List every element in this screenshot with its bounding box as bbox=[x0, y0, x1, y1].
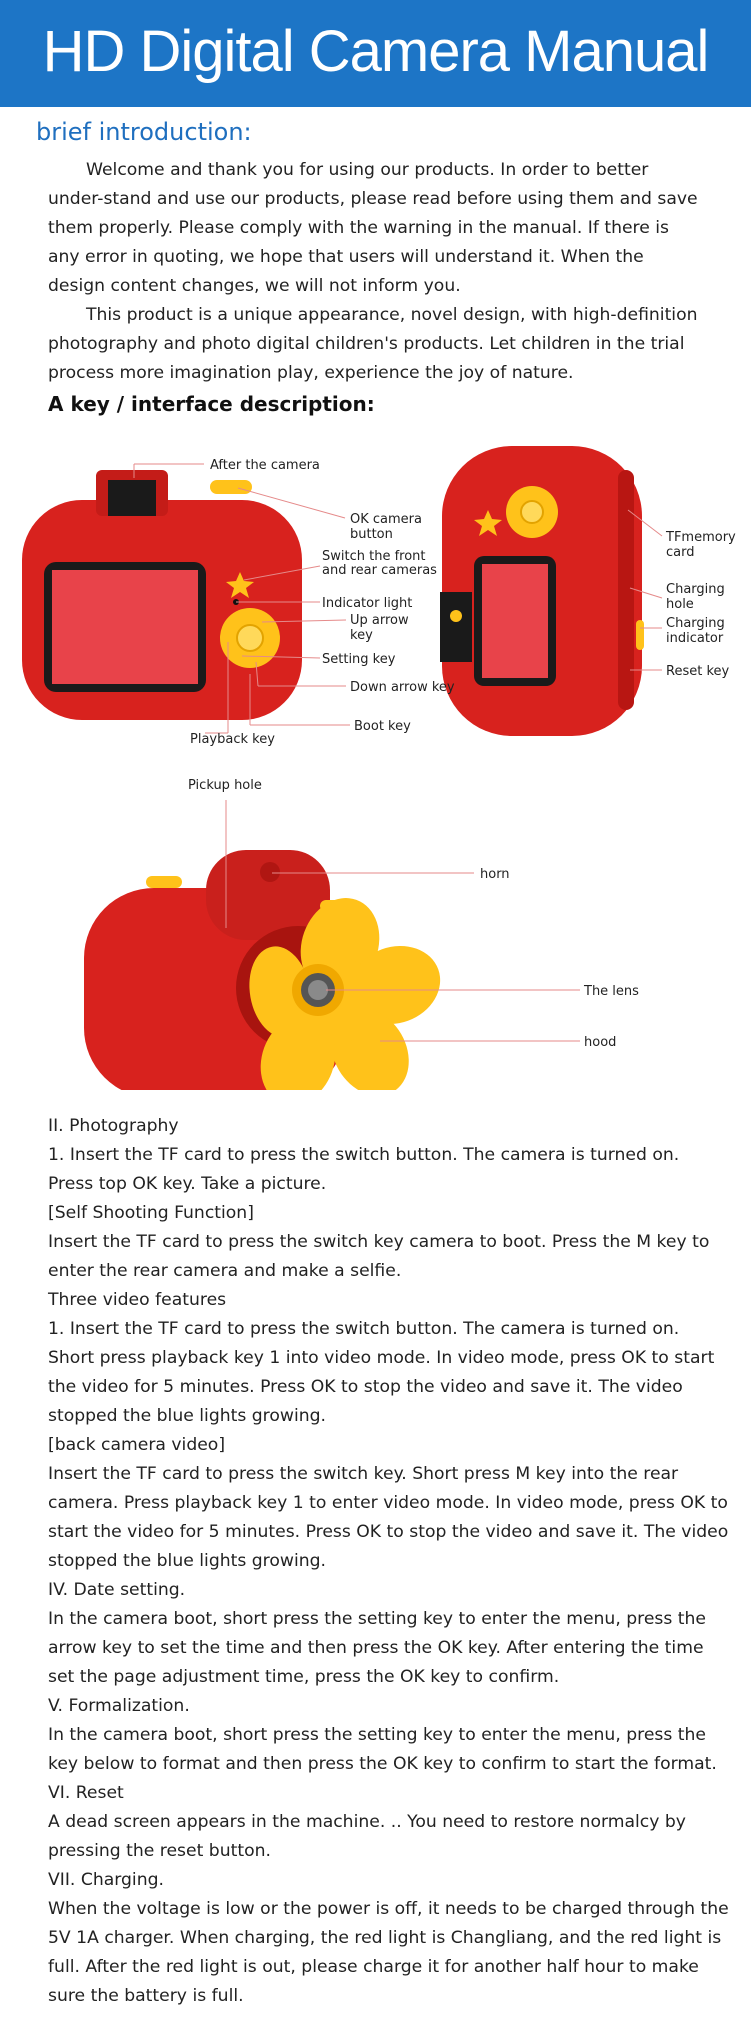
key-section-heading: A key / interface description: bbox=[48, 392, 375, 416]
intro-heading: brief introduction: bbox=[36, 118, 252, 146]
body-line: pressing the reset button. bbox=[48, 1841, 271, 1861]
body-line: Short press playback key 1 into video mode. In video mode, press OK to start bbox=[48, 1348, 715, 1368]
body-line: [back camera video] bbox=[48, 1435, 226, 1455]
body-line: Press top OK key. Take a picture. bbox=[48, 1174, 327, 1194]
camera-back-view bbox=[22, 470, 302, 720]
label-tf-card-2: card bbox=[666, 545, 695, 560]
camera-front-diagram bbox=[0, 760, 751, 1090]
label-charging-hole-1: Charging bbox=[666, 582, 725, 597]
label-setting-key: Setting key bbox=[322, 652, 396, 667]
body-line: sure the battery is full. bbox=[48, 1986, 244, 2006]
body-line: arrow key to set the time and then press the OK key. After entering the time bbox=[48, 1638, 704, 1658]
body-line: key below to format and then press the OK key to confirm to start the format. bbox=[48, 1754, 717, 1774]
label-horn: horn bbox=[480, 867, 510, 882]
body-line: Insert the TF card to press the switch key camera to boot. Press the M key to bbox=[48, 1232, 710, 1252]
horn-speaker-icon bbox=[260, 862, 280, 882]
body-line: VII. Charging. bbox=[48, 1870, 164, 1890]
label-down-arrow-key: Down arrow key bbox=[350, 680, 455, 695]
intro-text bbox=[48, 156, 698, 388]
label-playback-key: Playback key bbox=[190, 732, 275, 747]
body-line: A dead screen appears in the machine. .. You need to restore normalcy by bbox=[48, 1812, 686, 1832]
body-line: 5V 1A charger. When charging, the red light is Changliang, and the red light is bbox=[48, 1928, 722, 1948]
label-hood: hood bbox=[584, 1035, 617, 1050]
body-line: 1. Insert the TF card to press the switch button. The camera is turned on. bbox=[48, 1319, 680, 1339]
label-charging-indicator-2: indicator bbox=[666, 631, 724, 646]
body-line: stopped the blue lights growing. bbox=[48, 1406, 326, 1426]
body-line: the video for 5 minutes. Press OK to stop the video and save it. The video bbox=[48, 1377, 683, 1397]
intro-paragraph-1: Welcome and thank you for using our products. In order to better under-stand and use our products, please read before using them and save them properly. Please comply with the warning in the manual. If there is any error in quoting, we hope that users will understand it. When the design content changes, we will not inform you. bbox=[48, 160, 698, 296]
body-line: In the camera boot, short press the setting key to enter the menu, press the bbox=[48, 1725, 706, 1745]
body-line: stopped the blue lights growing. bbox=[48, 1551, 326, 1571]
label-after-camera: After the camera bbox=[210, 458, 320, 473]
label-charging-hole-2: hole bbox=[666, 597, 694, 612]
label-up-arrow-1: Up arrow bbox=[350, 613, 409, 628]
body-line: 1. Insert the TF card to press the switch button. The camera is turned on. bbox=[48, 1145, 680, 1165]
instructions-body bbox=[48, 1112, 729, 2011]
camera-front-view bbox=[84, 850, 451, 1090]
body-line: Insert the TF card to press the switch key. Short press M key into the rear bbox=[48, 1464, 679, 1484]
body-line: In the camera boot, short press the setting key to enter the menu, press the bbox=[48, 1609, 706, 1629]
body-line: enter the rear camera and make a selfie. bbox=[48, 1261, 402, 1281]
label-up-arrow-2: key bbox=[350, 628, 373, 643]
label-tf-card-1: TFmemory bbox=[666, 530, 736, 545]
body-line: When the voltage is low or the power is off, it needs to be charged through the bbox=[48, 1899, 729, 1919]
label-switch-cameras-1: Switch the front bbox=[322, 549, 426, 564]
label-boot-key: Boot key bbox=[354, 719, 411, 734]
body-line: [Self Shooting Function] bbox=[48, 1203, 254, 1223]
camera-back-diagram bbox=[0, 430, 751, 760]
body-line: full. After the red light is out, please charge it for another half hour to make bbox=[48, 1957, 699, 1977]
intro-paragraph-2: This product is a unique appearance, novel design, with high-definition photography and photo digital children's products. Let children in the trial process more imagination play, experience the joy of nature. bbox=[48, 305, 698, 383]
label-switch-cameras-2: and rear cameras bbox=[322, 563, 437, 578]
label-ok-camera-button-1: OK camera bbox=[350, 512, 422, 527]
body-line: II. Photography bbox=[48, 1116, 179, 1136]
body-line: VI. Reset bbox=[48, 1783, 124, 1803]
label-pickup-hole: Pickup hole bbox=[188, 778, 262, 793]
body-line: V. Formalization. bbox=[48, 1696, 190, 1716]
label-ok-camera-button-2: button bbox=[350, 527, 393, 542]
label-indicator-light: Indicator light bbox=[322, 596, 413, 611]
body-line: IV. Date setting. bbox=[48, 1580, 186, 1600]
header-banner bbox=[0, 0, 751, 107]
label-charging-indicator-1: Charging bbox=[666, 616, 725, 631]
camera-side-view bbox=[440, 446, 644, 736]
body-line: start the video for 5 minutes. Press OK to stop the video and save it. The video bbox=[48, 1522, 729, 1542]
label-the-lens: The lens bbox=[584, 984, 639, 999]
body-line: Three video features bbox=[48, 1290, 227, 1310]
label-reset-key: Reset key bbox=[666, 664, 730, 679]
body-line: camera. Press playback key 1 to enter video mode. In video mode, press OK to bbox=[48, 1493, 728, 1513]
body-line: set the page adjustment time, press the OK key to confirm. bbox=[48, 1667, 560, 1687]
page-title: HD Digital Camera Manual bbox=[42, 19, 709, 84]
